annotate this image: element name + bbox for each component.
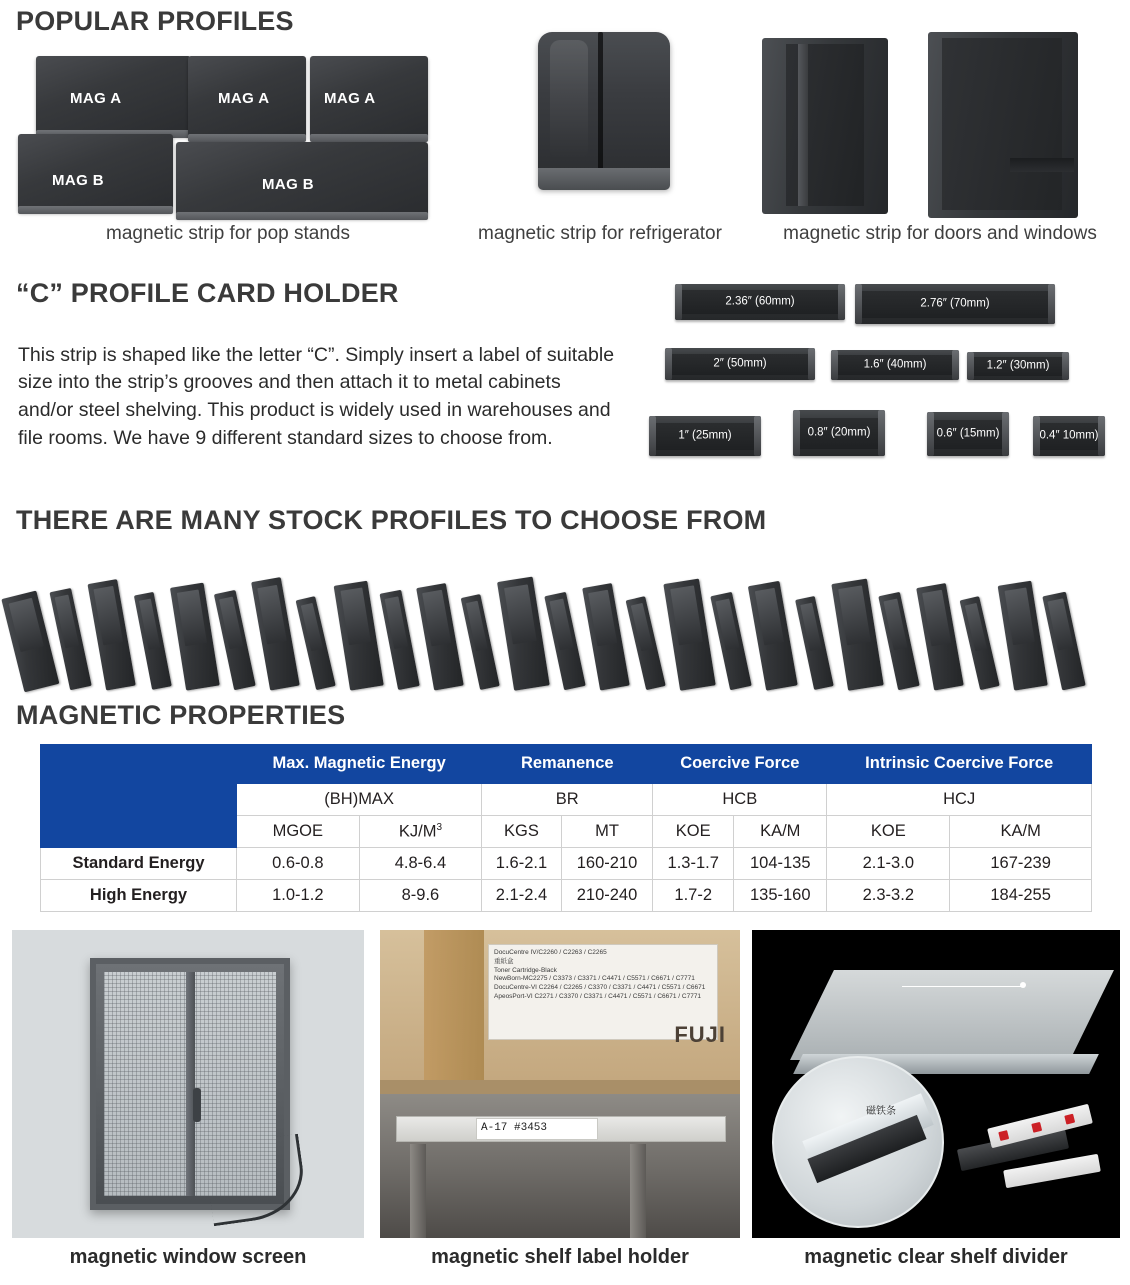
c-size-label: 0.4″ 10mm) bbox=[1039, 429, 1099, 442]
symbol-br: BR bbox=[482, 783, 653, 815]
cell-value: 135-160 bbox=[734, 880, 827, 912]
mag-b-label-2: MAG B bbox=[262, 176, 314, 193]
caption-doors-windows: magnetic strip for doors and windows bbox=[783, 223, 1097, 244]
cell-value: 1.0-1.2 bbox=[237, 880, 360, 912]
photo-caption-clear-shelf-divider: magnetic clear shelf divider bbox=[804, 1246, 1068, 1268]
caption-popstands: magnetic strip for pop stands bbox=[106, 223, 350, 244]
photo-magnetic-window-screen bbox=[12, 930, 364, 1238]
symbol-hcb: HCB bbox=[653, 783, 827, 815]
unit-koe-2: KOE bbox=[827, 815, 950, 848]
header-max-magnetic-energy: Max. Magnetic Energy bbox=[237, 745, 482, 784]
c-profile-title: “C” PROFILE CARD HOLDER bbox=[16, 278, 399, 308]
unit-kjm3: $KJ/M^3$ bbox=[359, 815, 482, 848]
carton-tape bbox=[424, 930, 484, 1094]
table-header-row bbox=[41, 745, 1092, 784]
header-coercive-force: Coercive Force bbox=[653, 745, 827, 784]
popstand-illustration bbox=[18, 42, 438, 217]
unit-mgoe: MGOE bbox=[237, 815, 360, 848]
zoom-detail-circle bbox=[772, 1056, 944, 1228]
cell-value: 104-135 bbox=[734, 848, 827, 880]
cell-value: 2.1-3.0 bbox=[827, 848, 950, 880]
caption-refrigerator: magnetic strip for refrigerator bbox=[478, 223, 722, 244]
mag-a-label-1: MAG A bbox=[70, 90, 122, 107]
window-mullion bbox=[186, 972, 195, 1196]
mag-a-label-2: MAG A bbox=[218, 90, 270, 107]
row-label-high-energy: High Energy bbox=[41, 880, 237, 912]
table-row bbox=[41, 880, 1092, 912]
doors-windows-profile-illustration bbox=[760, 30, 1120, 215]
c-size-label: 1.6″ (40mm) bbox=[863, 358, 927, 371]
cell-value: 8-9.6 bbox=[359, 880, 482, 912]
acrylic-divider-top bbox=[790, 970, 1114, 1060]
unit-mt: MT bbox=[561, 815, 653, 848]
tape-red-mark bbox=[1064, 1114, 1075, 1125]
table-row bbox=[41, 848, 1092, 880]
row-label-standard-energy: Standard Energy bbox=[41, 848, 237, 880]
cell-value: 1.6-2.1 bbox=[482, 848, 561, 880]
tape-red-mark bbox=[998, 1130, 1009, 1141]
photo-caption-window-screen: magnetic window screen bbox=[69, 1246, 307, 1268]
c-size-label: 2.36″ (60mm) bbox=[725, 295, 795, 308]
popular-profiles-title: POPULAR PROFILES bbox=[16, 6, 294, 36]
unit-kgs: KGS bbox=[482, 815, 561, 848]
c-size-label: 2″ (50mm) bbox=[713, 357, 767, 370]
c-profile-body-text: This strip is shaped like the letter “C”. Simply insert a label of suitable size into the strip’s grooves and then attach it to metal cabinets and/or steel shelving. This product is widely used in warehouses and file rooms. We have 9 different standard sizes to choose from. bbox=[18, 343, 615, 449]
magnetic-properties-title: MAGNETIC PROPERTIES bbox=[16, 700, 346, 730]
magnetic-properties-table bbox=[40, 744, 1092, 912]
cell-value: 1.7-2 bbox=[653, 880, 734, 912]
cell-value: 2.3-3.2 bbox=[827, 880, 950, 912]
mag-b-label-1: MAG B bbox=[52, 172, 104, 189]
window-handle bbox=[193, 1088, 201, 1122]
stock-profiles-illustration bbox=[14, 548, 1124, 688]
unit-kam-1: KA/M bbox=[734, 815, 827, 848]
stock-profiles-title: THERE ARE MANY STOCK PROFILES TO CHOOSE FROM bbox=[16, 505, 767, 535]
shelf-label-card: A-17 #3453 bbox=[476, 1118, 598, 1140]
cell-value: 184-255 bbox=[950, 880, 1092, 912]
photo-magnetic-shelf-label-holder bbox=[380, 930, 740, 1238]
header-intrinsic-coercive-force: Intrinsic Coercive Force bbox=[827, 745, 1092, 784]
unit-kam-2: KA/M bbox=[950, 815, 1092, 848]
carton-label-line-1: DocuCentre IV/C2260 / C2263 / C2265 bbox=[494, 949, 607, 956]
cell-value: 210-240 bbox=[561, 880, 653, 912]
carton-brand-text: FUJI bbox=[674, 1022, 726, 1047]
cell-value: 1.3-1.7 bbox=[653, 848, 734, 880]
header-remanence: Remanence bbox=[482, 745, 653, 784]
photo-caption-shelf-label-holder: magnetic shelf label holder bbox=[431, 1246, 689, 1268]
unit-koe-1: KOE bbox=[653, 815, 734, 848]
refrigerator-profile-illustration bbox=[520, 28, 690, 208]
mag-a-label-3: MAG A bbox=[324, 90, 376, 107]
c-size-label: 1.2″ (30mm) bbox=[986, 359, 1050, 372]
carton-label-line-4: NewBorn-MC2275 / C3373 / C3371 / C4471 / C5571 / C6671 / C7771 bbox=[494, 975, 695, 983]
cell-value: 167-239 bbox=[950, 848, 1092, 880]
carton-label-line-2: 重紙盒 bbox=[494, 957, 514, 965]
symbol-hcj: HCJ bbox=[827, 783, 1092, 815]
shelf-post-left bbox=[410, 1144, 426, 1238]
cell-value: 2.1-2.4 bbox=[482, 880, 561, 912]
carton-label-line-3: Toner Cartridge-Black bbox=[494, 966, 557, 974]
shelf-edge bbox=[380, 1080, 740, 1094]
magnetic-seal-strip bbox=[203, 1134, 309, 1227]
cell-value: 0.6-0.8 bbox=[237, 848, 360, 880]
callout-line bbox=[902, 986, 1022, 987]
cell-value: 4.8-6.4 bbox=[359, 848, 482, 880]
callout-dot bbox=[1020, 982, 1026, 988]
photo-magnetic-clear-shelf-divider bbox=[752, 930, 1120, 1238]
tape-red-mark bbox=[1031, 1122, 1042, 1133]
c-size-label: 0.6″ (15mm) bbox=[936, 427, 1000, 440]
cell-value: 160-210 bbox=[561, 848, 653, 880]
carton-label-line-5: DocuCentre-VI C2264 / C2265 / C3370 / C3371 / C4471 / C5571 / C6671 bbox=[494, 984, 706, 992]
carton-label-line-6: ApeosPort-VI C2271 / C3370 / C3371 / C4471 / C5571 / C6671 / C7771 bbox=[494, 992, 702, 1000]
c-size-label: 2.76″ (70mm) bbox=[920, 297, 990, 310]
zoom-annotation-text: 磁铁条 bbox=[866, 1106, 896, 1117]
c-profile-sizes-illustration bbox=[645, 280, 1120, 480]
table-corner-cell bbox=[41, 745, 237, 848]
c-size-label: 1″ (25mm) bbox=[678, 429, 732, 442]
shelf-post-right bbox=[630, 1144, 646, 1238]
symbol-bhmax: (BH)MAX bbox=[237, 783, 482, 815]
c-size-label: 0.8″ (20mm) bbox=[807, 426, 871, 439]
